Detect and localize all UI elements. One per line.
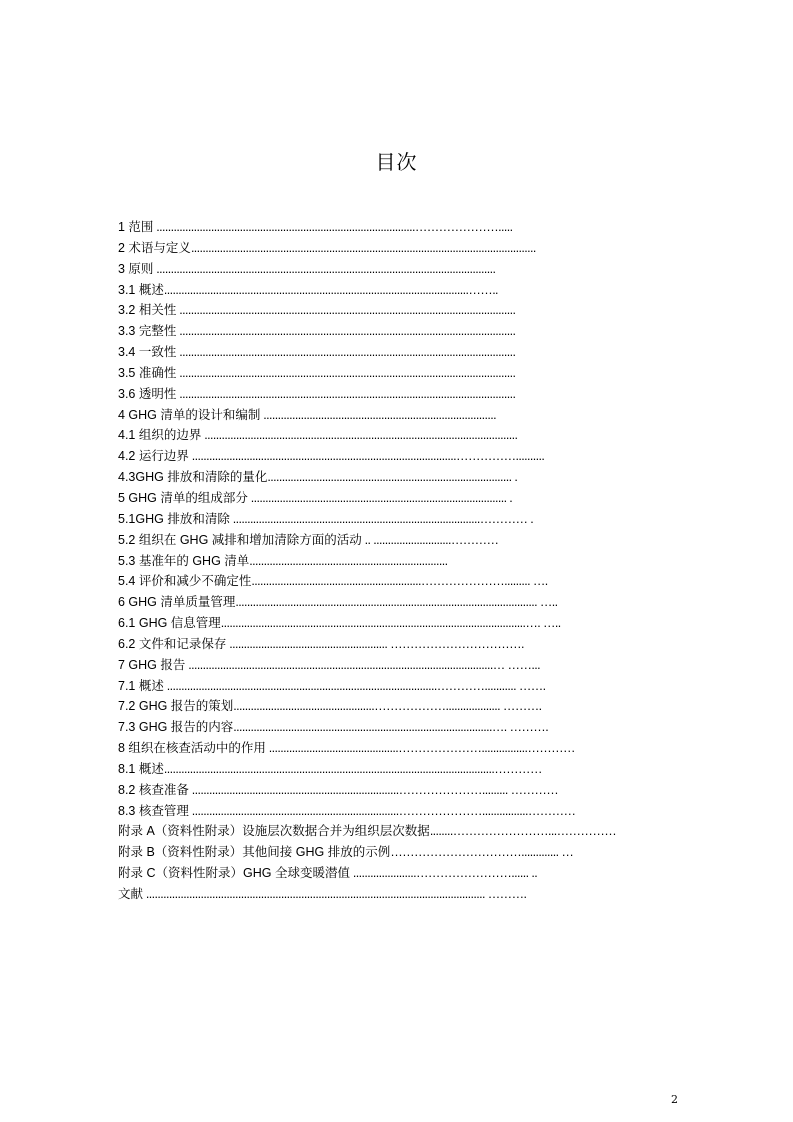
toc-dot-leader: ...................................................................................................................... ………. [143, 887, 527, 901]
toc-dot-leader: .. ...........................………… [361, 532, 499, 547]
toc-entry[interactable] [118, 530, 616, 551]
toc-dot-leader: ..........................................................................................................…. ….. [220, 616, 561, 631]
toc-dot-leader: ........................................................................…………………......... ………… [188, 782, 559, 797]
toc-entry[interactable] [118, 717, 616, 738]
toc-entry[interactable] [118, 780, 616, 801]
toc-entry[interactable] [118, 300, 616, 321]
toc-dot-leader: ............................................................................................................. [201, 428, 518, 443]
toc-entry[interactable] [118, 759, 616, 780]
toc-dot-leader: ..................................................................... [249, 553, 448, 568]
toc-dot-leader: ......................................................................................................... ….. [235, 595, 558, 610]
toc-entry-label: 5.3 基准年的 GHG 清单 [118, 553, 250, 568]
toc-entry[interactable] [118, 363, 616, 384]
toc-dot-leader: ...................................................................................................................... [153, 261, 496, 276]
toc-entry-label: 3.5 准确性 [118, 365, 177, 380]
toc-entry-label: 7.1 概述 [118, 678, 164, 693]
toc-entry[interactable] [118, 696, 616, 717]
toc-entry-label: 文献 [118, 887, 144, 901]
toc-entry-label: 1 范围 [118, 220, 154, 234]
toc-entry[interactable] [118, 676, 616, 697]
toc-entry-label: 5 GHG 清单的组成部分 [118, 490, 248, 505]
toc-entry-label: 7.3 GHG 报告的内容 [118, 720, 234, 735]
toc-entry[interactable] [118, 738, 616, 759]
toc-dot-leader: ............................................................................................…………….......... [188, 449, 545, 464]
toc-entry[interactable] [118, 592, 616, 613]
toc-dot-leader: ..........................................................................................…………………..... [153, 220, 513, 234]
toc-entry-label: 附录 B（资料性附录）其他间接 GHG 排放的示例 [118, 845, 391, 860]
toc-entry[interactable] [118, 821, 616, 842]
toc-entry[interactable] [118, 446, 616, 467]
toc-entry[interactable] [118, 425, 616, 446]
toc-entry[interactable] [118, 488, 616, 509]
toc-entry-label: 3.3 完整性 [118, 324, 177, 339]
toc-entry[interactable] [118, 259, 616, 280]
toc-entry-label: 8 组织在核查活动中的作用 [118, 741, 266, 756]
toc-dot-leader: ..................................................................................................................... [176, 386, 516, 401]
toc-entry[interactable] [118, 801, 616, 822]
toc-entry-label: 3.6 透明性 [118, 386, 177, 401]
toc-dot-leader: .................................................………………................... ………. [233, 699, 542, 714]
toc-entry[interactable] [118, 217, 616, 238]
toc-dot-leader: ..........................................................................................................… ……... [185, 657, 540, 672]
toc-entry-label: 5.1GHG 排放和清除 [118, 511, 230, 526]
toc-dot-leader: ......................................................................................... . [247, 490, 513, 505]
toc-dot-leader: ......................……………………...... .. [349, 866, 538, 881]
toc-entry[interactable] [118, 405, 616, 426]
toc-entry[interactable] [118, 509, 616, 530]
toc-dot-leader: ..................................................................................................................... [176, 365, 516, 380]
toc-entry[interactable] [118, 467, 616, 488]
toc-entry[interactable] [118, 613, 616, 634]
toc-entry-label: 6.2 文件和记录保存 [118, 636, 227, 651]
toc-entry[interactable] [118, 280, 616, 301]
toc-dot-leader: ..........................................................................................................…….. [163, 282, 498, 297]
toc-dot-leader: ..................................................................................................................... [176, 303, 516, 318]
toc-entry[interactable] [118, 342, 616, 363]
toc-entry-label: 附录 A（资料性附录）设施层次数据合并为组织层次数据 [118, 824, 430, 839]
toc-entry[interactable] [118, 551, 616, 572]
toc-dot-leader: ........................................................................…………………................………… [188, 803, 576, 818]
toc-entry-label: 3.1 概述 [118, 282, 164, 297]
page-title: 目次 [375, 150, 418, 174]
toc-entry[interactable] [118, 571, 616, 592]
toc-dot-leader: ..........................................................................................…. ………. [233, 720, 549, 735]
toc-entry[interactable] [118, 842, 616, 863]
toc-entry[interactable] [118, 863, 616, 884]
toc-entry-label: 3.2 相关性 [118, 303, 177, 318]
table-of-contents [118, 217, 616, 905]
toc-entry[interactable] [118, 884, 616, 905]
toc-entry-label: 附录 C（资料性附录）GHG 全球变暖潜值 [118, 866, 350, 881]
toc-entry-label: 4.3GHG 排放和清除的量化 [118, 470, 268, 485]
toc-entry-label: 7.2 GHG 报告的策划 [118, 699, 234, 714]
toc-dot-leader: ........................................................................................................................ [190, 240, 536, 255]
toc-entry[interactable] [118, 321, 616, 342]
toc-entry-label: 3.4 一致性 [118, 345, 177, 360]
toc-dot-leader: ........……………………...…………… [429, 824, 617, 839]
toc-entry-label: 8.2 核查准备 [118, 782, 189, 797]
toc-dot-leader: ..............................................................................................…………........... ……. [163, 678, 546, 693]
toc-entry-label: 4.2 运行边界 [118, 449, 189, 464]
toc-entry-label: 6.1 GHG 信息管理 [118, 616, 221, 631]
toc-entry-label: 7 GHG 报告 [118, 657, 186, 672]
toc-entry-label: 8.1 概述 [118, 761, 164, 776]
toc-entry[interactable] [118, 655, 616, 676]
toc-entry-label: 2 术语与定义 [118, 240, 191, 255]
toc-entry-label: 3 原则 [118, 261, 154, 276]
toc-dot-leader: ……………………………............. … [390, 845, 574, 860]
toc-dot-leader: ...................................................................................................................………… [163, 761, 542, 776]
toc-entry-label: 5.2 组织在 GHG 减排和增加清除方面的活动 [118, 532, 362, 547]
toc-dot-leader: ................................................................................. [260, 407, 496, 422]
toc-dot-leader: .............................................…………………................………… [265, 741, 575, 756]
toc-entry-label: 4 GHG 清单的设计和编制 [118, 407, 261, 422]
toc-dot-leader: ....................................................... ……………………………. [226, 636, 524, 651]
toc-entry[interactable] [118, 384, 616, 405]
toc-entry-label: 4.1 组织的边界 [118, 428, 202, 443]
toc-entry[interactable] [118, 634, 616, 655]
toc-entry-label: 8.3 核查管理 [118, 803, 189, 818]
toc-dot-leader: ..................................................................................................................... [176, 324, 516, 339]
toc-dot-leader: ..................................................................................... . [267, 470, 518, 485]
toc-entry-label: 5.4 评价和减少不确定性 [118, 574, 252, 589]
toc-dot-leader: ..................................................................................................................... [176, 345, 516, 360]
toc-entry-label: 6 GHG 清单质量管理 [118, 595, 236, 610]
page-number: 2 [671, 1093, 678, 1106]
toc-entry[interactable] [118, 238, 616, 259]
toc-dot-leader: ......................................................................................………… . [229, 511, 534, 526]
toc-dot-leader: ...........................................................…………………......... …. [251, 574, 548, 589]
